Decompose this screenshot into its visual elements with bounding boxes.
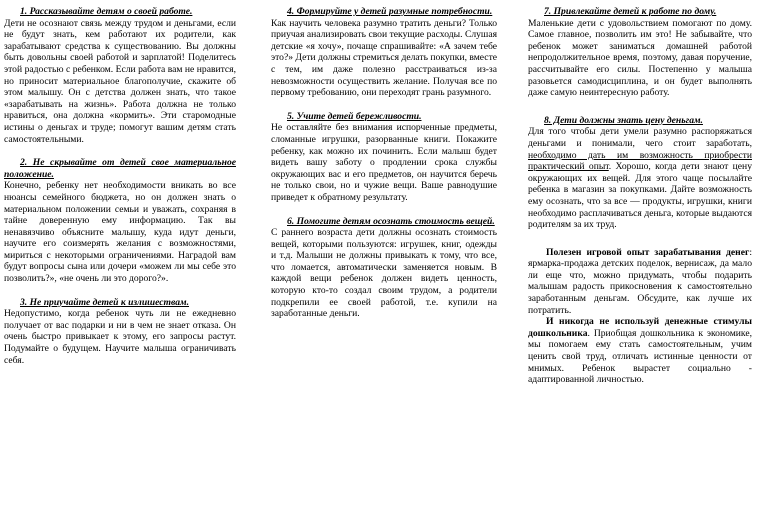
section-text: Недопустимо, когда ребенок чуть ли не ежедневно получает от вас подарки и ни в чем не знает отказа. Он очень быстро привыкает к этому, его запросы растут. Подумайте о будущем. Научите малыша ограничивать себя.	[4, 308, 236, 366]
section-text	[528, 126, 752, 230]
section-text-part: Для того чтобы дети умели разумно распоряжаться деньгами и понимали, чего стоит заработать,	[528, 126, 752, 149]
section-text: Дети не осознают связь между трудом и деньгами, если не будут знать, кем работают их родители, как зарабатывают средства к существованию. Вы должны быть довольны своей работой и зарплатой! Поделитесь этой радостью с ребенком. Если работа вам не нравится, но приносит материальное благополучие, скажите об этом малышу. Он с детства должен знать, что такое «зарабатывать на жизнь». Работа должна не только нравиться, она должна «кормить». Эти старомодные истины о деньгах и труде; помогут вашим детям стать самостоятельными.	[4, 17, 236, 145]
section-4	[271, 6, 497, 99]
section-heading: 2. Не скрывайте от детей свое материальное положение.	[4, 157, 236, 180]
column-3	[528, 6, 752, 520]
column-2	[271, 6, 497, 520]
section-8	[528, 115, 752, 231]
tip-bold-lead: Полезен игровой опыт зарабатывания денег	[546, 246, 750, 258]
section-heading: 1. Рассказывайте детям о своей работе.	[20, 6, 193, 17]
section-text: Маленькие дети с удовольствием помогают по дому. Самое главное, позволить им это! Не забывайте, что ребенок может заниматься домашней работой непродолжительное время, поэтому, давая поручение, рассчитывайте его силы. Постепенно у малыша разовьется самодисциплина, и он будет выполнять даже самую неинтересную работу.	[528, 17, 752, 99]
section-text: Не оставляйте без внимания испорченные предметы, сломанные игрушки, разорванные книги. Покажите ребенку, как можно их починить. Если малыш будет видеть вашу заботу о продлении срока службы окружающих вас и его предметов, он научится беречь не только свои, но и чужие вещи. Ваше равнодушие приведет к обратному результату.	[271, 122, 497, 203]
section-7	[528, 6, 752, 99]
tip-bold-lead: И никогда не используй денежные стимулы дошкольника	[528, 316, 752, 339]
section-heading: 7. Привлекайте детей к работе по дому.	[544, 6, 717, 17]
section-heading: 3. Не приучайте детей к излишествам.	[20, 296, 190, 308]
section-1	[4, 6, 236, 145]
section-3	[4, 297, 236, 367]
tips-block	[528, 247, 752, 386]
section-6	[271, 216, 497, 320]
section-heading: 5. Учите детей бережливости.	[287, 110, 422, 122]
section-text-part: . Хорошо, когда дети знают цену окружающих их вещей. Для этого чаще посылайте ребенка в магазин за покупками. Дайте возможность ему осознать, что за все — продукты, игрушки, книги необходимо расплачиваться деньга, которые выдаются родителям за их труд.	[528, 161, 752, 231]
section-text: Как научить человека разумно тратить деньги? Только приучая анализировать свои текущие расходы. Слушая детские «я хочу», почаще спрашивайте: «А зачем тебе это?» Дети должны стремиться делать покупки, вместе с тем, им даже полезно расстраиваться из-за невозможности осуществить желание. Получая все по первому требованию, они переходят грань разумного.	[271, 17, 497, 99]
section-text: Конечно, ребенку нет необходимости вникать во все нюансы семейного бюджета, но он должен знать о материальном положении семьи и уважать, сохраняя в тайне доверенную ему информацию. Так вы ненавязчиво объясните малышу, куда идут деньги, научите его соизмерять желания с возможностями, мириться с некоторыми ограничениями. Наградой вам будут вопросы сына или дочери «можем ли мы себе это позволить?», «не очень ли это дорого?».	[4, 180, 236, 285]
section-text: С раннего возраста дети должны осознать стоимость вещей, которыми пользуются: игрушек, книг, одежды и т.д. Малыши не должны привыкать к тому, что все, что ломается, автоматически заменяется новым. В каждой вещи ребенок должен видеть ценность, которую кто-то создал своим трудом, а родители подкрепили ее своей работой, т.е. купили на заработанные деньги.	[271, 227, 497, 320]
section-2	[4, 157, 236, 285]
underlined-phrase: необходимо дать им возможность приобрести практический опыт	[528, 149, 752, 173]
section-heading: 4. Формируйте у детей разумные потребности.	[287, 6, 493, 17]
section-heading: 8. Дети должны знать цену деньгам.	[544, 114, 703, 126]
column-1	[4, 6, 236, 520]
section-heading: 6. Помогите детям осознать стоимость вещей.	[287, 215, 495, 227]
tip-paragraph	[528, 316, 752, 386]
tip-text: : ярмарка-продажа детских поделок, вернисаж, да мало ли еще что, можно придумать, чтобы подарить малышам радость прикосновения к самостоятельно заработанным деньгам. Обсудите, как лучше их потратить.	[528, 246, 752, 316]
tip-paragraph	[528, 247, 752, 317]
section-5	[271, 111, 497, 204]
tip-text: . Приобщая дошкольника к экономике, мы помогаем ему стать самостоятельным, учим ценить свой труд, отличать истинные ценности от мнимых. Ребенок вырастет социально - адаптированной личностью.	[528, 327, 752, 386]
